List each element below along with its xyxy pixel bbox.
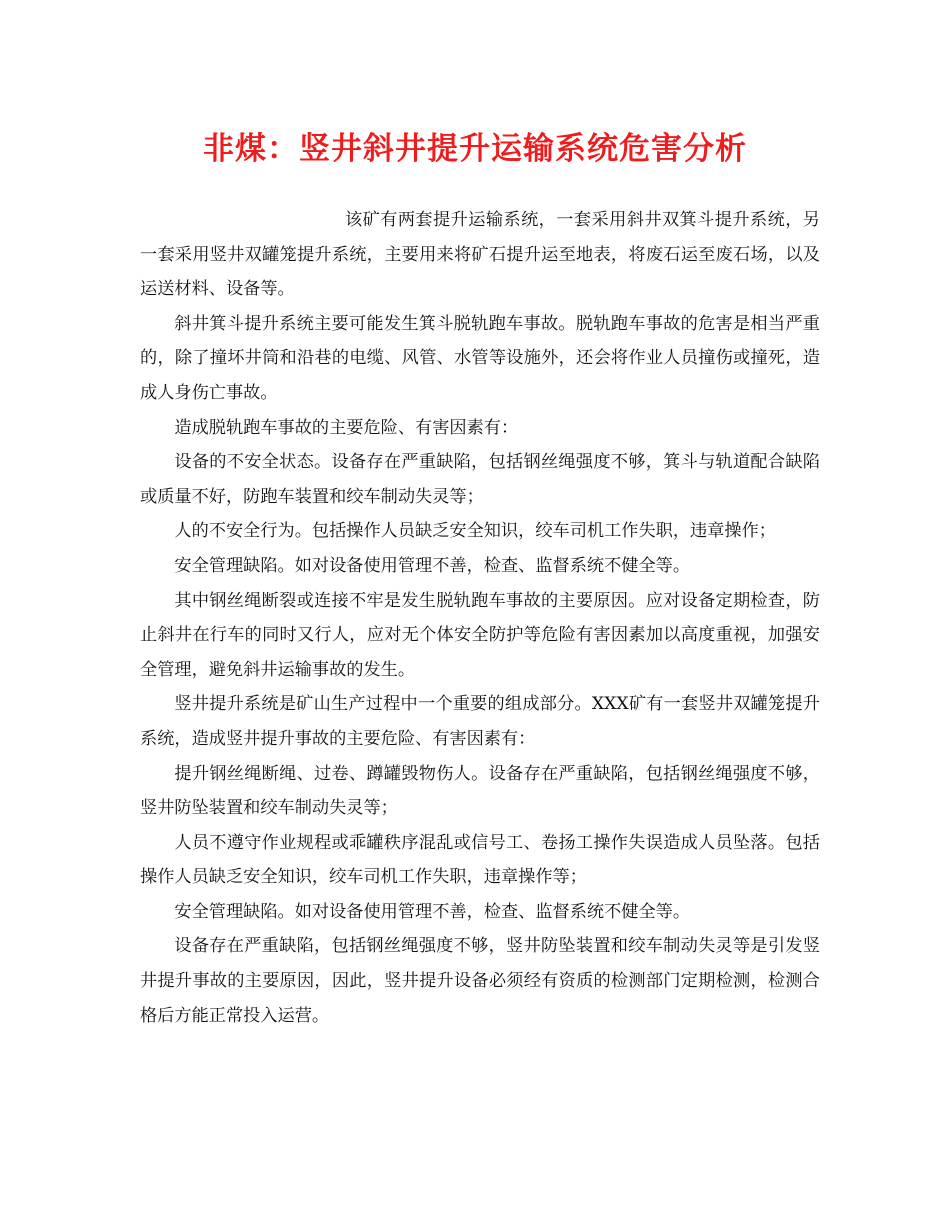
paragraph-human-unsafe-behavior: 人的不安全行为。包括操作人员缺乏安全知识，绞车司机工作失职，违章操作；	[174, 521, 776, 542]
paragraph-intro: 该矿有两套提升运输系统，一套采用斜井双箕斗提升系统，另一套采用竖井双罐笼提升系统，主要用来将矿石提升运至地表，将废石运至废石场，以及运送材料、设备等。	[140, 210, 820, 300]
paragraph-management-defect: 安全管理缺陷。如对设备使用管理不善，检查、监督系统不健全等。	[174, 555, 691, 576]
document-body	[140, 203, 820, 1033]
paragraph-management-defect-shaft: 安全管理缺陷。如对设备使用管理不善，检查、监督系统不健全等。	[174, 901, 691, 922]
paragraph-equipment-unsafe-state: 设备的不安全状态。设备存在严重缺陷，包括钢丝绳强度不够，箕斗与轨道配合缺陷或质量不好，防跑车装置和绞车制动失灵等；	[140, 452, 820, 507]
paragraph-main-cause-shaft: 设备存在严重缺陷，包括钢丝绳强度不够，竖井防坠装置和绞车制动失灵等是引发竖井提升事故的主要原因，因此，竖井提升设备必须经有资质的检测部门定期检测，检测合格后方能正常投入运营。	[140, 936, 820, 1026]
document-title: 非煤：竖井斜井提升运输系统危害分析	[203, 131, 747, 167]
paragraph-main-cause-incline: 其中钢丝绳断裂或连接不牢是发生脱轨跑车事故的主要原因。应对设备定期检查，防止斜井在行车的同时又行人，应对无个体安全防护等危险有害因素加以高度重视，加强安全管理，避免斜井运输事故的发生。	[140, 590, 820, 680]
paragraph-shaft-hoist-intro: 竖井提升系统是矿山生产过程中一个重要的组成部分。XXX矿有一套竖井双罐笼提升系统，造成竖井提升事故的主要危险、有害因素有：	[140, 694, 820, 749]
paragraph-incline-hoist: 斜井箕斗提升系统主要可能发生箕斗脱轨跑车事故。脱轨跑车事故的危害是相当严重的，除了撞坏井筒和沿巷的电缆、风管、水管等设施外，还会将作业人员撞伤或撞死，造成人身伤亡事故。	[140, 313, 820, 403]
paragraph-derail-factors-heading: 造成脱轨跑车事故的主要危险、有害因素有：	[174, 417, 519, 438]
paragraph-personnel-violation: 人员不遵守作业规程或乖罐秩序混乱或信号工、卷扬工操作失误造成人员坠落。包括操作人员缺乏安全知识，绞车司机工作失职，违章操作等；	[140, 832, 820, 888]
paragraph-rope-break: 提升钢丝绳断绳、过卷、蹲罐毁物伤人。设备存在严重缺陷，包括钢丝绳强度不够，竖井防坠装置和绞车制动失灵等；	[140, 763, 820, 819]
